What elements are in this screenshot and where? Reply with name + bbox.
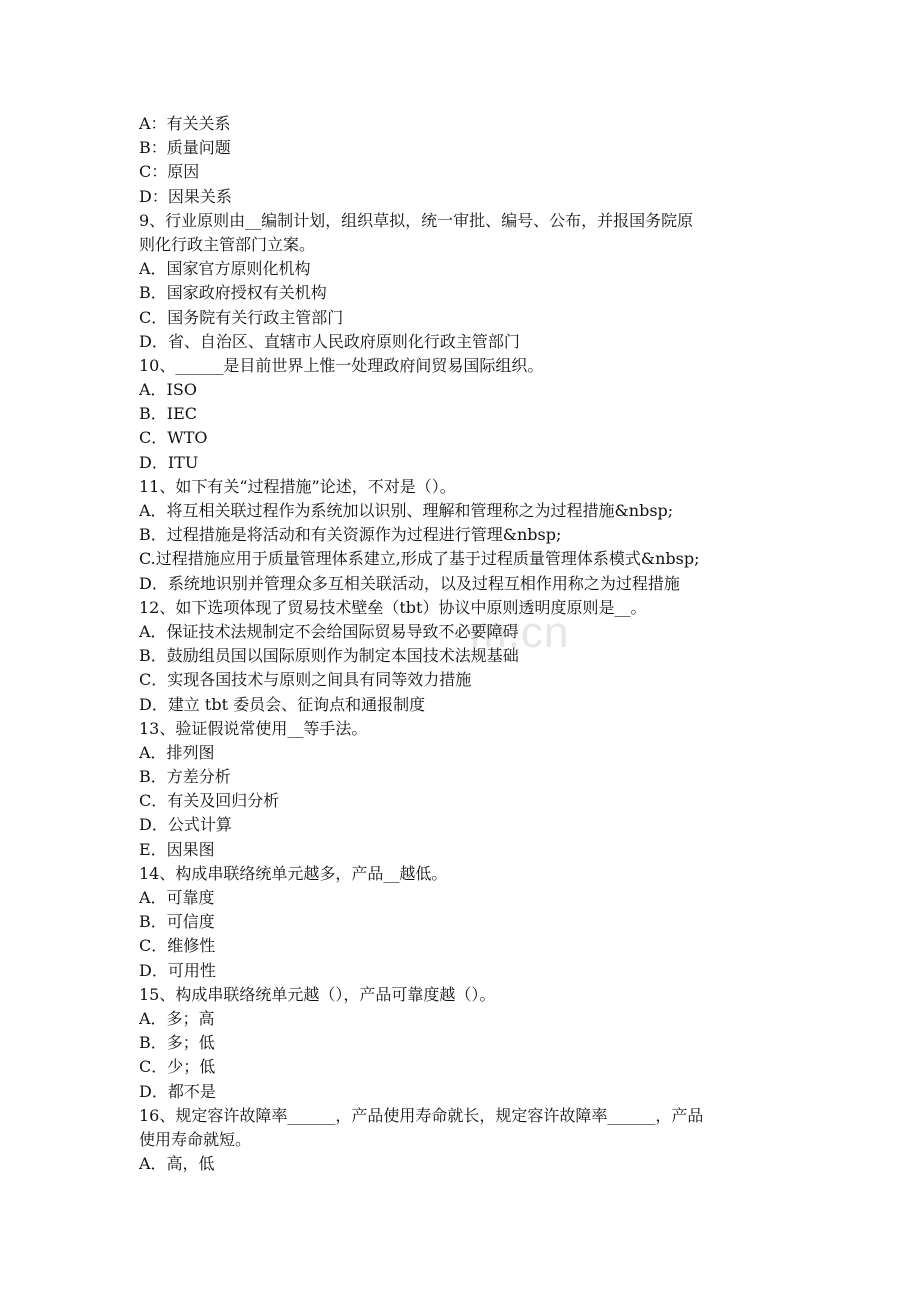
text-line: C：原因 — [139, 162, 200, 182]
text-line: D．系统地识别并管理众多互相关联活动，以及过程互相作用称之为过程措施 — [139, 573, 680, 593]
text-line: 使用寿命就短。 — [139, 1129, 252, 1149]
text-line: A．将互相关联过程作为系统加以识别、理解和管理称之为过程措施&nbsp; — [139, 501, 674, 520]
text-line: 9、行业原则由__编制计划，组织草拟，统一审批、编号、公布，并报国务院原 — [139, 210, 694, 230]
text-line: 12、如下选项体现了贸易技术壁垒（tbt）协议中原则透明度原则是__。 — [139, 597, 647, 617]
watermark: m.cn — [470, 608, 570, 657]
text-line: C．WTO — [139, 428, 208, 448]
text-line: A．多；高 — [139, 1008, 215, 1028]
text-line: C.过程措施应用于质量管理体系建立,形成了基于过程质量管理体系模式&nbsp; — [139, 549, 700, 569]
text-line: B．IEC — [139, 404, 198, 424]
text-line: A．国家官方原则化机构 — [139, 259, 311, 279]
text-line: C．实现各国技术与原则之间具有同等效力措施 — [139, 670, 472, 690]
text-line: B．过程措施是将活动和有关资源作为过程进行管理&nbsp; — [139, 525, 562, 545]
text-line: A．保证技术法规制定不会给国际贸易导致不必要障碍 — [139, 621, 519, 641]
text-line: D．可用性 — [139, 960, 216, 980]
text-line: B：质量问题 — [139, 138, 231, 158]
text-line: D．都不是 — [139, 1081, 216, 1101]
text-line: D．省、自治区、直辖市人民政府原则化行政主管部门 — [139, 331, 520, 351]
text-line: 16、规定容许故障率______，产品使用寿命就长，规定容许故障率______，产品 — [139, 1105, 704, 1125]
text-line: 则化行政主管部门立案。 — [139, 234, 316, 254]
text-line: 15、构成串联络统单元越（），产品可靠度越（）。 — [139, 984, 496, 1004]
text-line: D：因果关系 — [139, 186, 232, 206]
text-line: A．可靠度 — [139, 888, 215, 907]
text-line: C．维修性 — [139, 936, 216, 956]
text-line: B．方差分析 — [139, 767, 231, 787]
text-line: A．ISO — [139, 380, 197, 400]
text-line: 11、如下有关“过程措施”论述，不对是（）。 — [139, 476, 456, 496]
text-line: D．公式计算 — [139, 815, 232, 835]
text-line: 10、______是目前世界上惟一处理政府间贸易国际组织。 — [139, 355, 544, 375]
text-line: C．少；低 — [139, 1057, 216, 1077]
text-line: 14、构成串联络统单元越多，产品__越低。 — [139, 863, 448, 883]
text-line: B．鼓励组员国以国际原则作为制定本国技术法规基础 — [139, 646, 519, 666]
text-line: A．高，低 — [139, 1154, 215, 1174]
text-line: 13、验证假说常使用__等手法。 — [139, 718, 368, 738]
text-line: D．ITU — [139, 452, 199, 472]
question-text-body — [139, 112, 789, 1176]
text-line: B．可信度 — [139, 912, 215, 932]
text-line: B．国家政府授权有关机构 — [139, 283, 327, 303]
text-line: A：有关关系 — [139, 114, 231, 133]
text-line: D．建立 tbt 委员会、征询点和通报制度 — [139, 694, 426, 714]
text-line: A．排列图 — [139, 742, 215, 762]
text-line: B．多；低 — [139, 1033, 215, 1053]
text-line: C．有关及回归分析 — [139, 791, 280, 811]
text-line: E．因果图 — [139, 839, 215, 859]
text-line: C．国务院有关行政主管部门 — [139, 307, 344, 327]
